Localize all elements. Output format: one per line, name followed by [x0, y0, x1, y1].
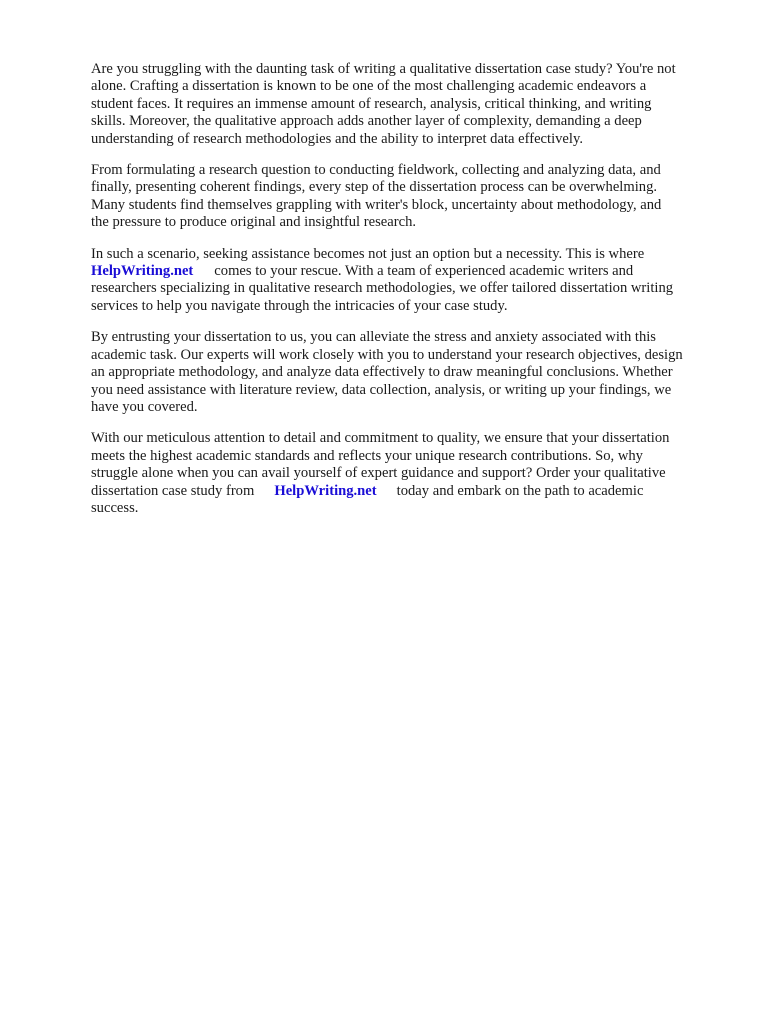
text-line: With our meticulous attention to detail and commitment to quality, we ensure that your dissertation	[91, 430, 670, 447]
paragraph-process	[91, 162, 723, 232]
text-fragment: comes to your rescue. With a team of experienced academic writers and	[214, 263, 634, 280]
document-body	[91, 61, 723, 531]
text-line: alone. Crafting a dissertation is known to be one of the most challenging academic endeavors a	[91, 78, 647, 95]
text-line: services to help you navigate through the intricacies of your case study.	[91, 297, 508, 314]
text-line: the pressure to produce original and insightful research.	[91, 214, 417, 231]
text-line: Many students find themselves grappling with writer's block, uncertainty about methodology, and	[91, 196, 662, 213]
paragraph-intro	[91, 61, 723, 148]
text-line	[91, 263, 723, 280]
text-line: finally, presenting coherent findings, every step of the dissertation process can be overwhelming.	[91, 179, 658, 196]
text-line: By entrusting your dissertation to us, you can alleviate the stress and anxiety associated with this	[91, 329, 656, 346]
paragraph-conclusion	[91, 430, 723, 517]
text-line: understanding of research methodologies and the ability to interpret data effectively.	[91, 130, 583, 147]
text-line: academic task. Our experts will work closely with you to understand your research objectives, design	[91, 346, 683, 363]
text-line: you need assistance with literature review, data collection, analysis, or writing up your findings, we	[91, 381, 672, 398]
text-line: struggle alone when you can avail yourself of expert guidance and support? Order your qualitative	[91, 465, 666, 482]
text-fragment: dissertation case study from	[91, 482, 255, 499]
text-line: researchers specializing in qualitative research methodologies, we offer tailored dissertation writing	[91, 280, 674, 297]
text-line: In such a scenario, seeking assistance becomes not just an option but a necessity. This is where	[91, 245, 645, 262]
text-line: student faces. It requires an immense amount of research, analysis, critical thinking, and writing	[91, 95, 652, 112]
text-line: meets the highest academic standards and reflects your unique research contributions. So, why	[91, 447, 643, 464]
paragraph-entrusting	[91, 329, 723, 416]
helpwriting-link[interactable]: HelpWriting.net	[91, 263, 194, 280]
text-fragment: today and embark on the path to academic	[396, 482, 644, 499]
text-line: success.	[91, 499, 139, 516]
text-line: Are you struggling with the daunting task of writing a qualitative dissertation case study? You're not	[91, 61, 676, 77]
text-line	[91, 483, 723, 500]
text-line: From formulating a research question to conducting fieldwork, collecting and analyzing data, and	[91, 162, 661, 179]
text-line: an appropriate methodology, and analyze data effectively to draw meaningful conclusions. Whether	[91, 364, 673, 381]
text-line: skills. Moreover, the qualitative approach adds another layer of complexity, demanding a deep	[91, 113, 642, 130]
helpwriting-link[interactable]: HelpWriting.net	[274, 482, 377, 499]
paragraph-assistance	[91, 246, 723, 316]
text-line: have you covered.	[91, 398, 198, 415]
